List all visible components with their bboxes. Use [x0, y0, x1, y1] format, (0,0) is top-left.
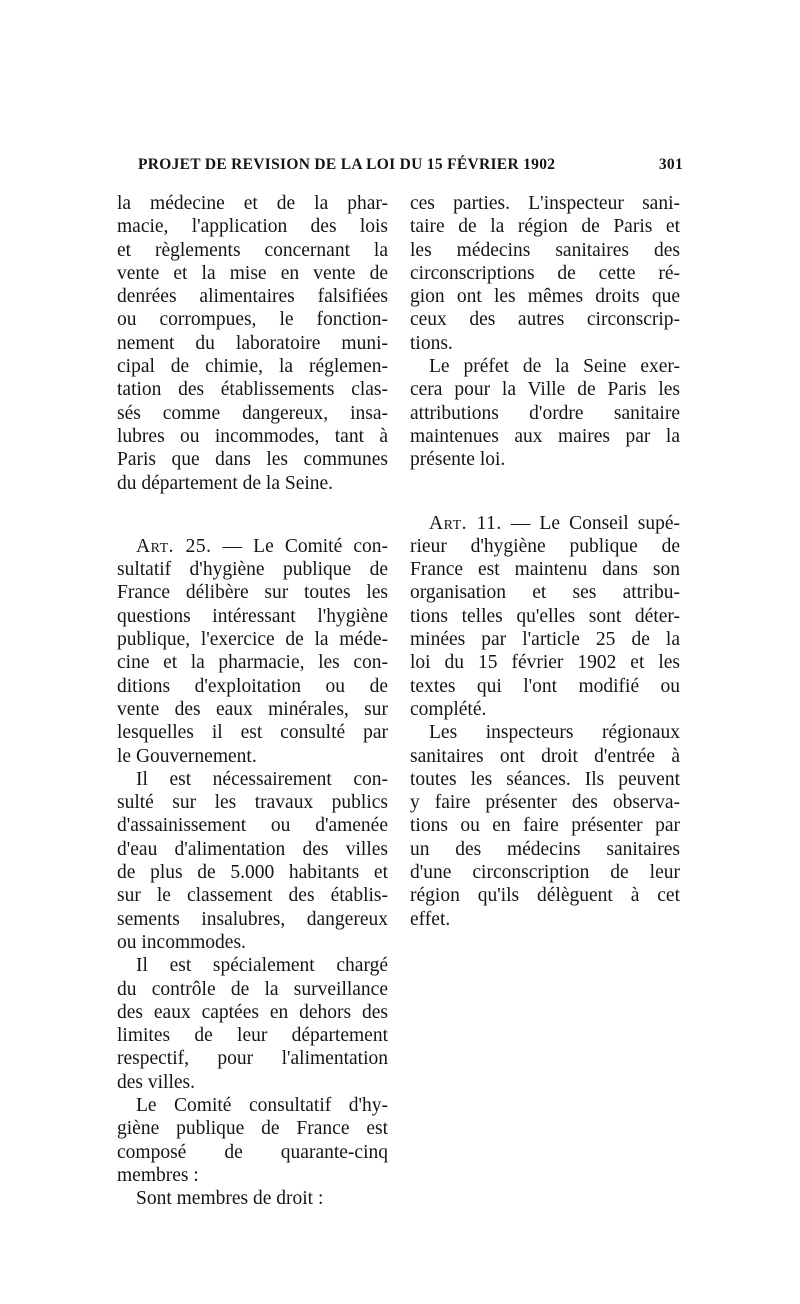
line-text: — Le Conseil supé- — [501, 512, 680, 534]
line-text: ou corrompues, le fonction- — [117, 309, 388, 331]
line-text: Le préfet de la Seine exer- — [429, 356, 680, 378]
line-text: Paris que dans les communes — [117, 449, 388, 471]
line-text: effet. — [410, 908, 451, 930]
left-paragraph-6 — [117, 1187, 388, 1210]
line-text: giène publique de France est — [117, 1118, 388, 1140]
line-text: et règlements concernant la — [117, 239, 388, 261]
line-text: minées par l'article 25 de la — [410, 629, 680, 651]
line-text: sements insalubres, dangereux — [117, 908, 388, 930]
text-line — [410, 861, 680, 884]
line-text: cine et la pharmacie, les con- — [117, 652, 388, 674]
line-text: un des médecins sanitaires — [410, 838, 680, 860]
line-text: rieur d'hygiène publique de — [410, 535, 680, 557]
page-number: 301 — [658, 156, 683, 173]
line-text: respectif, pour l'alimentation — [117, 1048, 388, 1070]
text-line — [410, 308, 680, 331]
text-line — [117, 285, 388, 308]
line-text: composé de quarante-cinq — [117, 1141, 388, 1163]
text-line — [410, 651, 680, 674]
text-line — [117, 215, 388, 238]
text-line — [117, 838, 388, 861]
text-line — [410, 768, 680, 791]
text-line — [117, 768, 388, 791]
text-line — [410, 581, 680, 604]
line-text: la médecine et de la phar- — [117, 193, 388, 214]
text-line — [117, 402, 388, 425]
text-line — [410, 628, 680, 651]
line-text: ces parties. L'inspecteur sani- — [410, 193, 680, 214]
line-text: présente loi. — [410, 449, 506, 471]
text-line — [117, 745, 388, 768]
text-line — [117, 675, 388, 698]
line-text: attributions d'ordre sanitaire — [410, 402, 680, 424]
text-line — [410, 791, 680, 814]
line-text: du contrôle de la surveillance — [117, 978, 388, 1000]
text-line — [410, 814, 680, 837]
text-line — [410, 402, 680, 425]
text-line — [410, 605, 680, 628]
text-line — [117, 308, 388, 331]
text-line — [410, 698, 680, 721]
line-text: toutes les séances. Ils peuvent — [410, 768, 680, 790]
line-text: maintenues aux maires par la — [410, 425, 680, 447]
running-title: PROJET DE REVISION DE LA LOI DU 15 FÉVRIER 1902 — [138, 156, 556, 173]
left-paragraph-5 — [117, 1094, 388, 1187]
article-label: Art. 11. — [429, 512, 502, 534]
line-text: Sont membres de droit : — [136, 1188, 324, 1210]
line-text: — Le Comité con- — [211, 535, 388, 557]
line-text: des villes. — [117, 1071, 195, 1093]
line-text: sanitaires ont droit d'entrée à — [410, 745, 680, 767]
right-paragraph-2 — [410, 355, 680, 471]
line-text: Les inspecteurs régionaux — [429, 722, 680, 744]
text-line — [410, 535, 680, 558]
line-text: tation des établissements clas- — [117, 379, 388, 401]
line-text: ditions d'exploitation ou de — [117, 675, 388, 697]
text-line — [117, 535, 388, 558]
line-text: vente et la mise en vente de — [117, 262, 388, 284]
line-text: textes qui l'ont modifié ou — [410, 675, 680, 697]
text-line — [410, 558, 680, 581]
line-text: lubres ou incommodes, tant à — [117, 425, 388, 447]
line-text: denrées alimentaires falsifiées — [117, 286, 388, 308]
text-line — [410, 908, 680, 931]
text-line — [117, 605, 388, 628]
line-text: circonscriptions de cette ré- — [410, 262, 680, 284]
line-text: les médecins sanitaires des — [410, 239, 680, 261]
line-text: membres : — [117, 1164, 199, 1186]
line-text: Il est spécialement chargé — [136, 955, 388, 977]
left-paragraph-1 — [117, 192, 388, 495]
text-line — [117, 628, 388, 651]
text-line — [117, 1141, 388, 1164]
text-line — [117, 1001, 388, 1024]
line-text: d'une circonscription de leur — [410, 862, 680, 884]
text-line — [117, 791, 388, 814]
left-column — [117, 192, 388, 1210]
line-text: lesquelles il est consulté par — [117, 722, 388, 744]
text-line — [117, 192, 388, 215]
text-line — [410, 215, 680, 238]
text-line — [117, 721, 388, 744]
text-line — [117, 978, 388, 1001]
line-text: publique, l'exercice de la méde- — [117, 629, 388, 651]
text-line — [410, 721, 680, 744]
line-text: sulté sur les travaux publics — [117, 792, 388, 814]
line-text: loi du 15 février 1902 et les — [410, 652, 680, 674]
line-text: Il est nécessairement con- — [136, 768, 388, 790]
text-line — [410, 884, 680, 907]
line-text: y faire présenter des observa- — [410, 792, 680, 814]
line-text: sés comme dangereux, insa- — [117, 402, 388, 424]
left-paragraph-4 — [117, 954, 388, 1094]
line-text: nement du laboratoire muni- — [117, 332, 388, 354]
line-text: ceux des autres circonscrip- — [410, 309, 680, 331]
text-line — [410, 192, 680, 215]
text-line — [117, 1024, 388, 1047]
line-text: région qu'ils délèguent à cet — [410, 885, 680, 907]
left-paragraph-3 — [117, 768, 388, 954]
text-line — [117, 262, 388, 285]
text-line — [117, 378, 388, 401]
text-line — [117, 425, 388, 448]
line-text: macie, l'application des lois — [117, 216, 388, 238]
line-text: organisation et ses attribu- — [410, 582, 680, 604]
right-article-11 — [410, 512, 680, 722]
text-line — [117, 558, 388, 581]
text-line — [410, 355, 680, 378]
section-gap — [117, 495, 388, 535]
line-text: des eaux captées en dehors des — [117, 1001, 388, 1023]
text-line — [410, 745, 680, 768]
line-text: tions. — [410, 332, 453, 354]
text-line — [117, 814, 388, 837]
text-line — [117, 472, 388, 495]
text-line — [117, 239, 388, 262]
text-line — [117, 954, 388, 977]
line-text: du département de la Seine. — [117, 472, 334, 494]
text-line — [117, 931, 388, 954]
text-line — [117, 884, 388, 907]
text-line — [117, 1071, 388, 1094]
text-line — [410, 512, 680, 535]
line-text: sur le classement des établis- — [117, 885, 388, 907]
line-text: taire de la région de Paris et — [410, 216, 680, 238]
text-line — [410, 425, 680, 448]
text-line — [410, 838, 680, 861]
text-line — [410, 285, 680, 308]
text-line — [410, 378, 680, 401]
line-text: limites de leur département — [117, 1025, 388, 1047]
right-paragraph-4 — [410, 721, 680, 931]
left-article-25 — [117, 535, 388, 768]
text-line — [410, 332, 680, 355]
line-text: cipal de chimie, la réglemen- — [117, 356, 388, 378]
line-text: le Gouvernement. — [117, 745, 257, 767]
line-text: France est maintenu dans son — [410, 559, 680, 581]
line-text: vente des eaux minérales, sur — [117, 698, 388, 720]
text-line — [117, 1094, 388, 1117]
line-text: questions intéressant l'hygiène — [117, 605, 388, 627]
text-line — [117, 581, 388, 604]
right-paragraph-1 — [410, 192, 680, 355]
text-line — [410, 448, 680, 471]
text-line — [117, 1164, 388, 1187]
line-text: de plus de 5.000 habitants et — [117, 862, 388, 884]
text-line — [117, 332, 388, 355]
text-line — [410, 239, 680, 262]
article-label: Art. 25. — [136, 535, 212, 557]
line-text: d'eau d'alimentation des villes — [117, 838, 388, 860]
text-line — [117, 861, 388, 884]
line-text: d'assainissement ou d'amenée — [117, 815, 388, 837]
line-text: tions ou en faire présenter par — [410, 815, 680, 837]
line-text: sultatif d'hygiène publique de — [117, 559, 388, 581]
line-text: cera pour la Ville de Paris les — [410, 379, 680, 401]
text-line — [117, 448, 388, 471]
line-text: tions telles qu'elles sont déter- — [410, 605, 680, 627]
line-text: France délibère sur toutes les — [117, 582, 388, 604]
text-line — [117, 1117, 388, 1140]
section-gap — [410, 472, 680, 512]
running-header — [138, 156, 683, 180]
text-line — [117, 908, 388, 931]
text-line — [117, 698, 388, 721]
text-line — [117, 1187, 388, 1210]
text-line — [117, 355, 388, 378]
right-column — [410, 192, 680, 931]
line-text: ou incommodes. — [117, 931, 246, 953]
line-text: complété. — [410, 698, 487, 720]
line-text: Le Comité consultatif d'hy- — [136, 1094, 388, 1116]
text-line — [117, 651, 388, 674]
text-line — [410, 262, 680, 285]
text-line — [410, 675, 680, 698]
line-text: gion ont les mêmes droits que — [410, 286, 680, 308]
text-line — [117, 1047, 388, 1070]
